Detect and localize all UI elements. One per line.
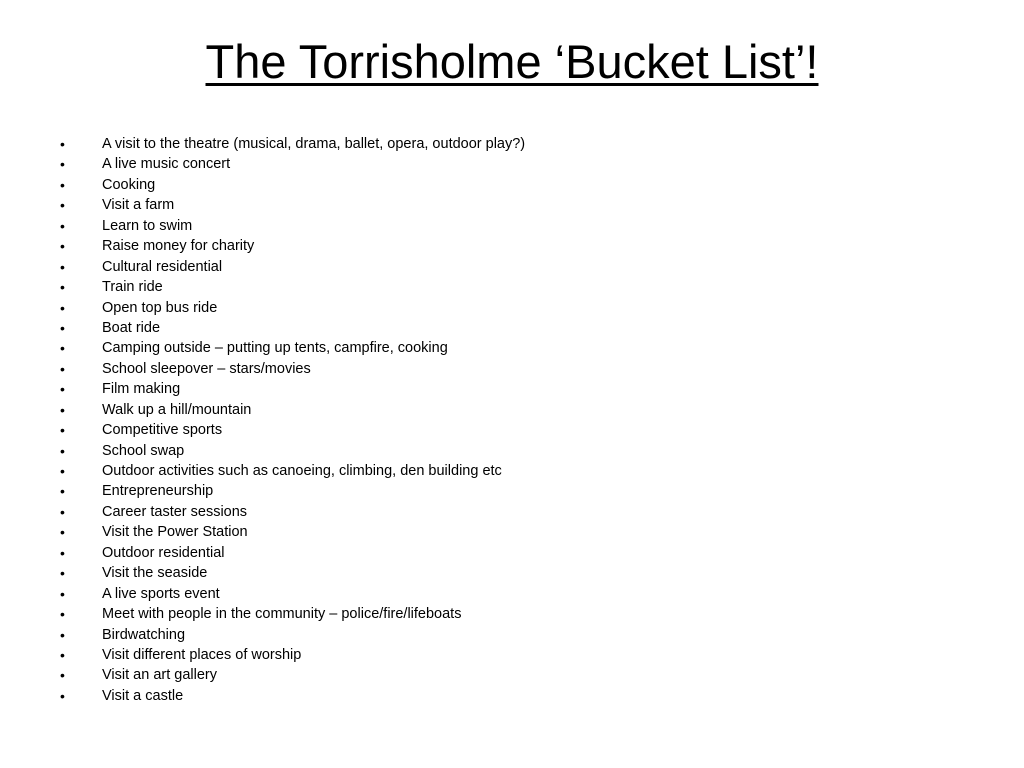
list-item-text: A live sports event [102, 585, 220, 602]
bullet-icon: • [60, 319, 65, 336]
list-item-text: Outdoor activities such as canoeing, climbing, den building etc [102, 463, 502, 479]
list-item-text: School swap [102, 442, 185, 459]
list-item [58, 584, 525, 604]
list-item-text: Train ride [102, 279, 163, 296]
bullet-icon: • [60, 136, 65, 152]
bullet-icon: • [60, 626, 65, 643]
list-item-text: Meet with people in the community – police/fire/lifeboats [102, 606, 462, 623]
list-item-text: Visit the seaside [102, 565, 208, 582]
bullet-icon: • [60, 544, 65, 561]
list-item [58, 543, 525, 563]
slide-title: The Torrisholme ‘Bucket List’! [205, 35, 819, 88]
list-item [58, 216, 525, 236]
list-item [58, 563, 525, 583]
bullet-icon: • [60, 156, 65, 173]
bullet-icon: • [60, 279, 65, 296]
list-item-text: Boat ride [102, 319, 161, 336]
list-item [58, 257, 525, 277]
list-item-text: Cultural residential [102, 258, 223, 275]
list-item-text: Cooking [102, 176, 156, 193]
list-item [58, 502, 525, 522]
list-item [58, 379, 525, 399]
list-item [58, 686, 525, 706]
list-item-text: Walk up a hill/mountain [102, 401, 252, 418]
list-item [58, 236, 525, 256]
bullet-icon: • [60, 258, 65, 275]
bullet-icon: • [60, 422, 65, 439]
bullet-icon: • [60, 606, 65, 623]
bullet-icon: • [60, 381, 65, 398]
list-item [58, 195, 525, 215]
list-item-text: Visit a farm [102, 197, 175, 214]
list-item-text: Visit different places of worship [102, 646, 302, 663]
bullet-icon: • [60, 503, 65, 520]
list-item-text: Open top bus ride [102, 299, 218, 316]
list-item-text: Career taster sessions [102, 503, 248, 520]
bullet-icon: • [60, 197, 65, 214]
bullet-icon: • [60, 217, 65, 234]
list-item [58, 338, 525, 358]
list-item [58, 420, 525, 440]
list-item [58, 318, 525, 338]
list-item [58, 522, 525, 542]
list-item-text: Outdoor residential [102, 544, 225, 561]
list-item [58, 604, 525, 624]
list-item [58, 359, 525, 379]
bullet-icon: • [60, 667, 65, 684]
bullet-icon: • [60, 687, 65, 704]
list-item-text: School sleepover – stars/movies [102, 360, 311, 377]
list-item [58, 134, 525, 154]
bullet-icon: • [60, 360, 65, 377]
list-item [58, 625, 525, 645]
list-item-text: Learn to swim [102, 217, 193, 234]
bullet-icon: • [60, 524, 65, 541]
list-item-text: Visit a castle [102, 687, 184, 704]
bullet-icon: • [60, 463, 65, 479]
list-item-text: Raise money for charity [102, 238, 255, 255]
list-item-text: Visit the Power Station [102, 524, 248, 541]
list-item-text: A visit to the theatre (musical, drama, ballet, opera, outdoor play?) [102, 136, 526, 152]
list-item [58, 175, 525, 195]
list-item-text: Visit an art gallery [102, 667, 217, 684]
bullet-icon: • [60, 401, 65, 418]
bucket-list [58, 134, 525, 706]
list-item [58, 154, 525, 174]
list-item-text: Camping outside – putting up tents, campfire, cooking [102, 340, 448, 357]
bullet-icon: • [60, 565, 65, 582]
list-item [58, 665, 525, 685]
list-item-text: A live music concert [102, 156, 231, 173]
bullet-icon: • [60, 646, 65, 663]
list-item [58, 481, 525, 501]
list-item [58, 645, 525, 665]
bullet-icon: • [60, 483, 65, 500]
list-item [58, 400, 525, 420]
list-item [58, 461, 525, 481]
bullet-icon: • [60, 299, 65, 316]
bullet-icon: • [60, 340, 65, 357]
list-item [58, 298, 525, 318]
list-item-text: Birdwatching [102, 626, 186, 643]
list-item-text: Film making [102, 381, 181, 398]
bullet-icon: • [60, 176, 65, 193]
list-item [58, 441, 525, 461]
list-item [58, 277, 525, 297]
list-item-text: Competitive sports [102, 422, 223, 439]
bullet-icon: • [60, 585, 65, 602]
bullet-icon: • [60, 238, 65, 255]
bullet-icon: • [60, 442, 65, 459]
list-item-text: Entrepreneurship [102, 483, 214, 500]
